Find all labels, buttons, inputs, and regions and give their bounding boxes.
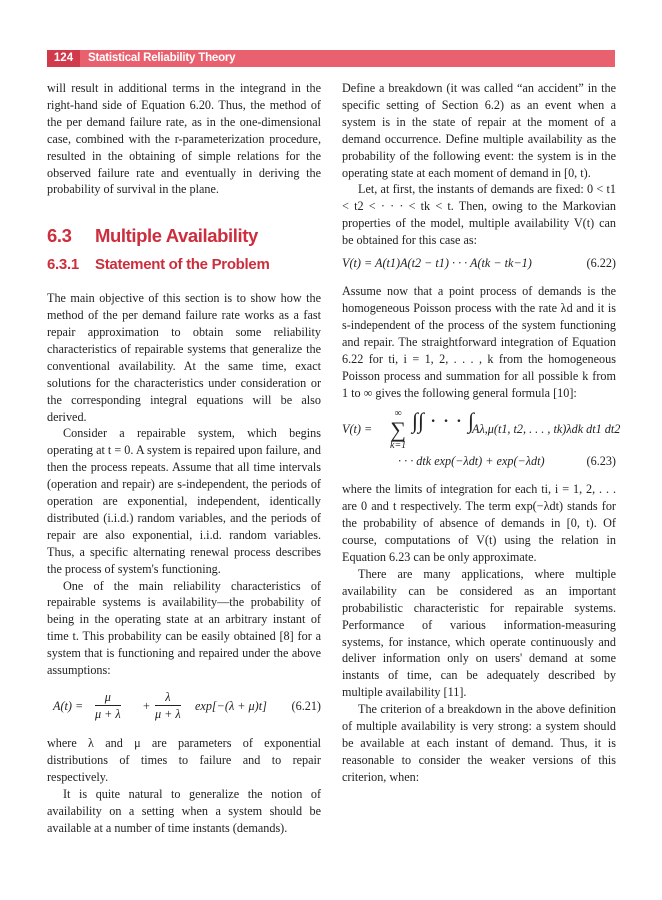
paragraph: Define a breakdown (it was called “an accident” in the specific setting of Section 6.2) as an event when a system is in the state of repair at the moment of a demand occurrence. Define multiple availability as the probability of the following event: the system is in the operating state at each moment of demand in [0, t). <box>342 81 616 180</box>
equation-6-23 <box>342 407 621 473</box>
eq-numerator: μ <box>95 689 121 706</box>
eq-fraction <box>95 689 121 722</box>
equation-label: (6.23) <box>586 454 616 469</box>
eq-numerator: λ <box>155 689 181 706</box>
right-column <box>342 80 621 786</box>
paragraph: Let, at first, the instants of demands are fixed: 0 < t1 < t2 < · · · < tk < t. Then, owing to the Markovian properties of the model, multiple availability V(t) can be obtained for this case as: <box>342 182 616 248</box>
paragraph: The criterion of a breakdown in the above definition of multiple availability is very strong: a system should be available at each instant of demand. Thus, it is reasonable to consider the weaker versions of this criterion, when: <box>342 702 616 784</box>
equation-label: (6.22) <box>586 256 616 271</box>
paragraph: One of the main reliability characteristics of repairable systems is availability—the probability of being in the operating state at an arbitrary instant of time t. This probability can be easily obtained [8] for a system that is functioning and repaired under the above assumptions: <box>47 578 321 678</box>
page-number: 124 <box>47 50 80 67</box>
sum-symbol: ∑ <box>390 417 406 443</box>
left-column <box>47 80 321 836</box>
summation-sign <box>390 409 406 451</box>
eq-denominator: μ + λ <box>155 707 181 721</box>
subsection-number: 6.3.1 <box>47 256 79 274</box>
integral-signs: ∫∫ · · · ∫ <box>412 408 475 434</box>
running-header <box>47 50 615 67</box>
eq-integrand: Aλ,μ(t1, t2, . . . , tk)λdk dt1 dt2 <box>472 422 621 437</box>
equation-6-22 <box>342 255 616 275</box>
running-title: Statistical Reliability Theory <box>88 52 236 64</box>
paragraph: The main objective of this section is to show how the method of the per demand failure rate works as a fast repair approximation to obtain some reliability characteristics of repairable systems that generalize the conventional availability. At the same time, exact solutions for the characteristics under consideration or the corresponding integral equations will be also derived. <box>47 291 321 424</box>
eq-body: V(t) = A(t1)A(t2 − t1) · · · A(tk − tk−1) <box>342 256 532 271</box>
eq-exponential-term: exp[−(λ + μ)t] <box>195 699 267 713</box>
eq-denominator: μ + λ <box>95 707 121 721</box>
paragraph: where the limits of integration for each ti, i = 1, 2, . . . are 0 and t respectively. The term exp(−λdt) stands for the probability of absence of demands in [0, t). Of course, computations of V(t) using the relation in Equation 6.23 can be only approximate. <box>342 482 616 565</box>
paragraph-continued: will result in additional terms in the integrand in the right-hand side of Equation 6.20. Thus, the method of the per demand failure rate, as in the one-dimensional case, combined with the r-parameterization procedure, resulted in the obtaining of simple relations for the observed failure rate and eventually in deriving the probability of survival in the plane. <box>47 81 321 197</box>
eq-fraction <box>155 689 181 722</box>
subsection-heading <box>47 257 321 274</box>
section-title: Multiple Availability <box>95 225 258 247</box>
section-number: 6.3 <box>47 225 72 247</box>
paragraph: Consider a repairable system, which begins operating at t = 0. A system is repaired upon failure, and then the process repeats. Assume that all time intervals (operation and repair) are s-independent, the periods of operation are exponential, independent, identically distributed (i.i.d.) random variables, and the periods of repair are also exponential, i.i.d. random variables. Thus, a specific alternating renewal process describes the process of system's functioning. <box>47 426 321 576</box>
sum-lower-limit: k=1 <box>390 440 407 452</box>
subsection-title: Statement of the Problem <box>95 256 270 274</box>
eq-lhs: V(t) = <box>342 422 373 437</box>
eq-second-line: · · · dtk exp(−λdt) + exp(−λdt) <box>398 454 545 469</box>
paragraph: It is quite natural to generalize the notion of availability on a setting when a system should be available at a number of time instants (demands). <box>47 786 321 835</box>
paragraph: Assume now that a point process of demands is the homogeneous Poisson process with the rate λd and it is s-independent of the process of the system functioning and repair. The straightforward integration of Equation 6.22 for ti, i = 1, 2, . . . , k from the homogeneous Poisson process and summation for all possible k from 1 to ∞ gives the following general formula [10]: <box>342 284 616 400</box>
paragraph: where λ and μ are parameters of exponential distributions of times to failure and to repair respectively. <box>47 736 321 784</box>
paragraph: There are many applications, where multiple availability can be considered as an important probabilistic characteristic for repairable systems. Performance of various information-measuring systems, for instance, which operate continuously and deliver information only on users' demand at some instants of time, can be adequately described by multiple availability [11]. <box>342 566 616 700</box>
equation-label: (6.21) <box>291 699 321 713</box>
eq-lhs: A(t) = <box>53 699 84 713</box>
sum-upper-limit: ∞ <box>394 408 402 420</box>
equation-6-21 <box>47 689 321 723</box>
section-heading <box>47 225 321 247</box>
eq-plus: + <box>143 699 150 713</box>
